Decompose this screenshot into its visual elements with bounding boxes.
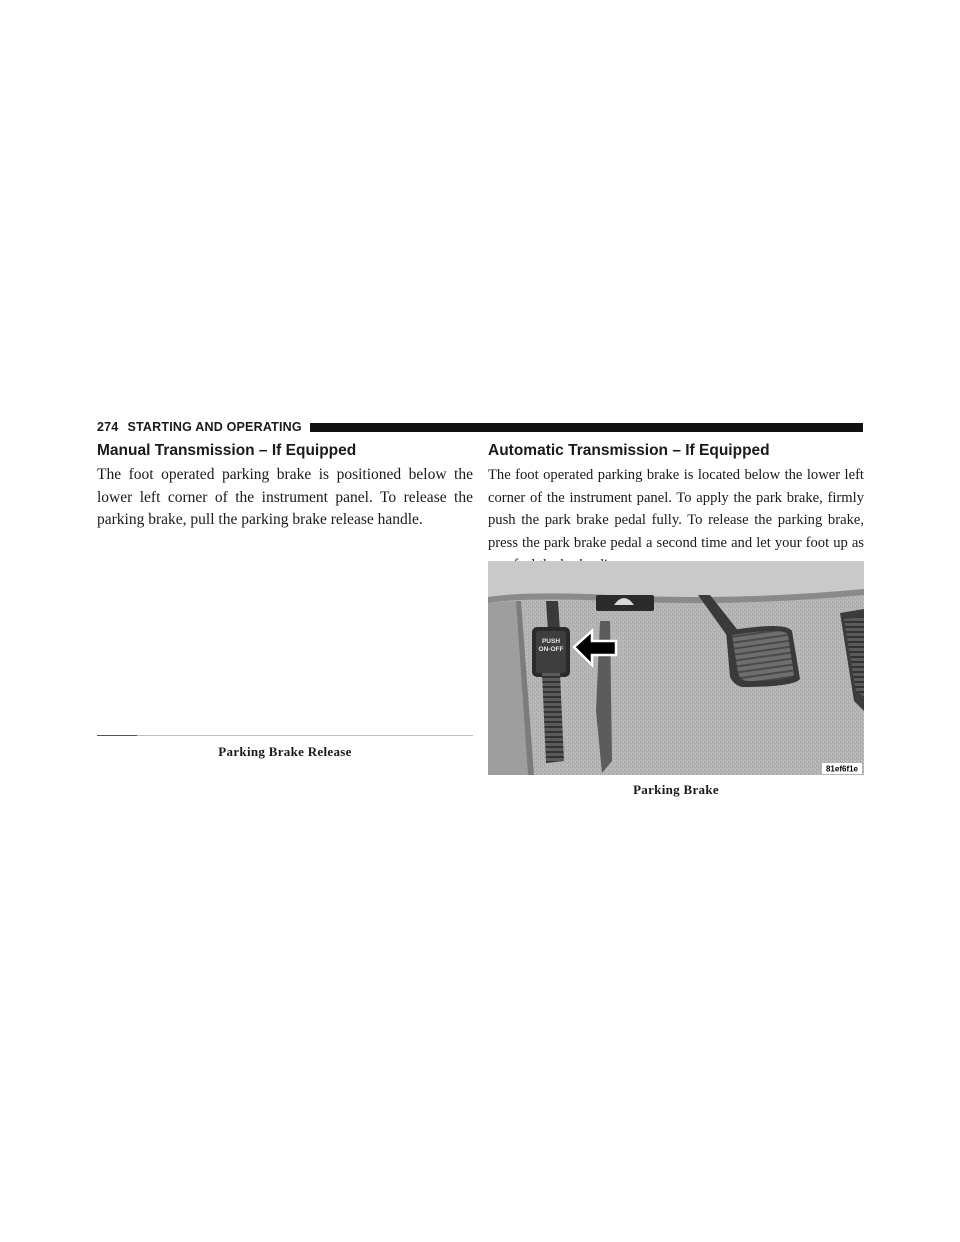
manual-transmission-body: The foot operated parking brake is positioned below the lower left corner of the instrument panel. To release the parking brake, pull the parking brake release handle. — [97, 466, 473, 528]
figure-divider — [97, 735, 473, 736]
parking-brake-caption: Parking Brake — [633, 782, 719, 797]
parking-brake-release-caption: Parking Brake Release — [218, 744, 352, 759]
automatic-transmission-body: The foot operated parking brake is located below the lower left corner of the instrument panel. To apply the park brake, firmly push the park brake pedal fully. To release the parking brake, press the park brake pedal a second time and let your foot up as — [488, 467, 864, 551]
figure-code: 81ef6f1e — [825, 764, 859, 774]
page-header — [97, 420, 863, 434]
pedal-label-on-off: ON-OFF — [538, 646, 564, 653]
parking-brake-photo — [488, 561, 864, 775]
automatic-transmission-heading: Automatic Transmission – If Equipped — [488, 442, 770, 459]
pedal-label-push: PUSH — [541, 638, 561, 645]
manual-transmission-heading: Manual Transmission – If Equipped — [97, 442, 357, 459]
left-column — [97, 441, 473, 532]
section-title: STARTING AND OPERATING — [127, 420, 302, 434]
header-rule — [310, 423, 863, 432]
right-column — [488, 441, 864, 577]
page-number: 274 — [97, 420, 119, 434]
